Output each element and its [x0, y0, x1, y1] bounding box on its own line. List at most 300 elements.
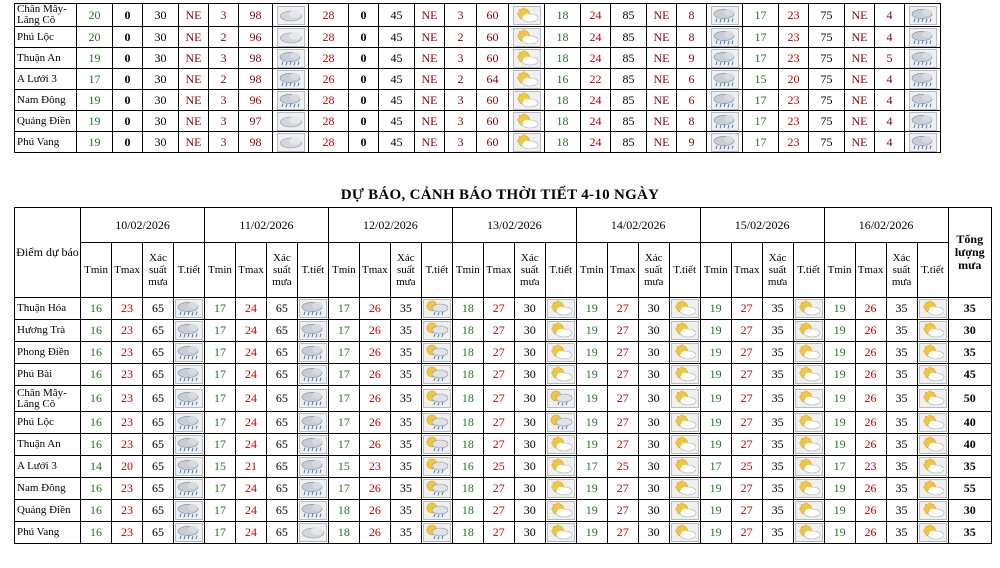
rain-cloud-icon: [299, 479, 327, 498]
weather-cell: [545, 320, 576, 342]
sun-rain-icon: [423, 343, 451, 362]
value-cell: 19: [77, 111, 113, 132]
value-cell: 4: [875, 4, 905, 27]
value-cell: 45: [379, 48, 415, 69]
value-cell: 60: [477, 4, 509, 27]
rain-prob-cell: 35: [762, 386, 793, 412]
sun-cloud-icon: [795, 413, 823, 432]
weather-cell: [793, 298, 824, 320]
sun-cloud-icon: [919, 457, 947, 476]
weather-cell: [905, 111, 941, 132]
sun-cloud-icon: [919, 413, 947, 432]
value-cell: 3: [445, 90, 477, 111]
rain-prob-cell: 35: [390, 456, 421, 478]
tmin-header: Tmin: [576, 243, 607, 298]
weather-cell: [707, 90, 743, 111]
rain-prob-cell: 35: [390, 478, 421, 500]
sub-header-row: [15, 243, 992, 298]
date-header: 11/02/2026: [204, 208, 328, 243]
value-cell: 18: [545, 27, 581, 48]
tmin-cell: 19: [576, 364, 607, 386]
tmax-cell: 27: [483, 386, 514, 412]
value-cell: 28: [309, 48, 349, 69]
value-cell: NE: [647, 132, 677, 153]
weather-header: T.tiết: [173, 243, 204, 298]
tmax-cell: 27: [731, 478, 762, 500]
value-cell: 0: [349, 69, 379, 90]
tmin-cell: 17: [204, 412, 235, 434]
tmax-cell: 27: [483, 298, 514, 320]
tmin-cell: 19: [576, 434, 607, 456]
tmin-cell: 17: [204, 434, 235, 456]
rain-total-cell: 35: [948, 298, 991, 320]
value-cell: NE: [415, 27, 445, 48]
tmax-cell: 27: [483, 434, 514, 456]
sun-cloud-icon: [671, 343, 699, 362]
rain-cloud-icon: [909, 6, 937, 25]
value-cell: 0: [113, 132, 143, 153]
value-cell: 60: [477, 90, 509, 111]
tmax-cell: 27: [731, 298, 762, 320]
value-cell: NE: [179, 132, 209, 153]
tmin-cell: 17: [824, 456, 855, 478]
value-cell: 30: [143, 111, 179, 132]
tmin-cell: 19: [576, 500, 607, 522]
top-table-row: [15, 90, 941, 111]
sun-cloud-icon: [671, 435, 699, 454]
tmax-cell: 27: [731, 342, 762, 364]
sun-cloud-icon: [547, 435, 575, 454]
value-cell: 20: [77, 4, 113, 27]
sun-cloud-icon: [671, 389, 699, 408]
tmax-cell: 20: [112, 456, 143, 478]
date-header: 12/02/2026: [328, 208, 452, 243]
value-cell: NE: [415, 90, 445, 111]
value-cell: 6: [677, 90, 707, 111]
rain-prob-header: Xác suất mưa: [266, 243, 297, 298]
rain-cloud-icon: [299, 501, 327, 520]
value-cell: 4: [875, 27, 905, 48]
rain-cloud-icon: [175, 501, 203, 520]
rain-cloud-icon: [299, 321, 327, 340]
tmax-cell: 23: [112, 434, 143, 456]
weather-cell: [297, 364, 328, 386]
rain-prob-header: Xác suất mưa: [638, 243, 669, 298]
rain-prob-cell: 35: [390, 500, 421, 522]
rain-total-cell: 50: [948, 386, 991, 412]
value-cell: 28: [309, 132, 349, 153]
location-name: A Lưới 3: [15, 69, 77, 90]
value-cell: 85: [611, 4, 647, 27]
weather-cell: [793, 364, 824, 386]
weather-cell: [793, 434, 824, 456]
value-cell: 60: [477, 111, 509, 132]
tmax-cell: 27: [607, 522, 638, 544]
tmax-cell: 26: [855, 412, 886, 434]
value-cell: 9: [677, 132, 707, 153]
tmin-cell: 19: [576, 386, 607, 412]
value-cell: 20: [779, 69, 809, 90]
rain-prob-cell: 30: [638, 478, 669, 500]
value-cell: 3: [209, 48, 239, 69]
value-cell: 0: [113, 111, 143, 132]
tmin-header: Tmin: [700, 243, 731, 298]
tmax-cell: 23: [112, 320, 143, 342]
weather-cell: [273, 27, 309, 48]
rain-prob-cell: 30: [514, 298, 545, 320]
weather-cell: [545, 522, 576, 544]
tmin-cell: 19: [576, 412, 607, 434]
rain-prob-cell: 30: [638, 522, 669, 544]
value-cell: NE: [647, 4, 677, 27]
tmax-cell: 26: [359, 478, 390, 500]
tmin-header: Tmin: [328, 243, 359, 298]
rain-prob-cell: 35: [886, 456, 917, 478]
rain-cloud-icon: [277, 91, 305, 110]
weather-cell: [173, 364, 204, 386]
tmax-header: Tmax: [235, 243, 266, 298]
value-cell: 85: [611, 69, 647, 90]
tmin-cell: 18: [452, 320, 483, 342]
rain-cloud-icon: [909, 28, 937, 47]
tmax-cell: 25: [607, 456, 638, 478]
rain-prob-cell: 35: [886, 522, 917, 544]
tmax-header: Tmax: [359, 243, 390, 298]
rain-cloud-icon: [299, 435, 327, 454]
tmax-cell: 26: [855, 386, 886, 412]
location-name: Thuận An: [15, 434, 81, 456]
tmin-cell: 17: [328, 434, 359, 456]
value-cell: 30: [143, 90, 179, 111]
rain-cloud-icon: [711, 6, 739, 25]
weather-cell: [905, 4, 941, 27]
value-cell: 75: [809, 27, 845, 48]
rain-total-cell: 40: [948, 434, 991, 456]
value-cell: 19: [77, 132, 113, 153]
sun-cloud-icon: [795, 479, 823, 498]
value-cell: 0: [113, 69, 143, 90]
sun-cloud-icon: [513, 91, 541, 110]
value-cell: 24: [581, 27, 611, 48]
weather-cell: [669, 478, 700, 500]
rain-prob-cell: 35: [390, 298, 421, 320]
date-header: 16/02/2026: [824, 208, 948, 243]
top-table-row: [15, 132, 941, 153]
value-cell: 98: [239, 4, 273, 27]
weather-cell: [669, 456, 700, 478]
rain-cloud-icon: [175, 365, 203, 384]
tmin-cell: 17: [204, 522, 235, 544]
forecast-row: [15, 320, 992, 342]
rain-prob-cell: 35: [390, 386, 421, 412]
weather-cell: [917, 364, 948, 386]
tmax-cell: 27: [731, 386, 762, 412]
forecast-row: [15, 364, 992, 386]
value-cell: NE: [845, 48, 875, 69]
tmin-cell: 17: [328, 412, 359, 434]
tmax-cell: 21: [235, 456, 266, 478]
rain-prob-cell: 35: [390, 522, 421, 544]
value-cell: 45: [379, 132, 415, 153]
weather-cell: [297, 478, 328, 500]
value-cell: NE: [415, 4, 445, 27]
tmin-cell: 17: [328, 386, 359, 412]
weather-cell: [173, 342, 204, 364]
value-cell: 17: [743, 111, 779, 132]
tmax-cell: 24: [235, 412, 266, 434]
value-cell: 3: [209, 132, 239, 153]
weather-cell: [421, 342, 452, 364]
sun-cloud-icon: [547, 321, 575, 340]
value-cell: 28: [309, 90, 349, 111]
rain-cloud-icon: [711, 70, 739, 89]
rain-prob-cell: 65: [266, 364, 297, 386]
rain-prob-cell: 65: [266, 412, 297, 434]
rain-total-cell: 30: [948, 500, 991, 522]
tmin-cell: 19: [824, 478, 855, 500]
rain-total-cell: 45: [948, 364, 991, 386]
sun-cloud-icon: [547, 299, 575, 318]
tmin-cell: 17: [328, 364, 359, 386]
rain-cloud-icon: [175, 299, 203, 318]
value-cell: 5: [875, 48, 905, 69]
value-cell: 2: [209, 27, 239, 48]
tmax-cell: 25: [483, 456, 514, 478]
value-cell: 3: [445, 111, 477, 132]
value-cell: 18: [545, 90, 581, 111]
tmax-cell: 24: [235, 386, 266, 412]
rain-prob-cell: 65: [266, 522, 297, 544]
weather-cell: [707, 4, 743, 27]
tmax-cell: 24: [235, 478, 266, 500]
top-table-row: [15, 4, 941, 27]
tmin-cell: 16: [81, 434, 112, 456]
tmin-cell: 17: [328, 342, 359, 364]
value-cell: 45: [379, 27, 415, 48]
weather-cell: [793, 478, 824, 500]
value-cell: NE: [647, 111, 677, 132]
weather-cell: [917, 434, 948, 456]
value-cell: 4: [875, 69, 905, 90]
rain-prob-cell: 65: [266, 456, 297, 478]
tmax-cell: 27: [731, 434, 762, 456]
tmax-cell: 27: [483, 412, 514, 434]
value-cell: NE: [845, 90, 875, 111]
tmin-cell: 17: [204, 386, 235, 412]
value-cell: 64: [477, 69, 509, 90]
cloud-icon: [277, 28, 305, 47]
tmax-cell: 27: [731, 522, 762, 544]
rain-prob-cell: 30: [638, 364, 669, 386]
tmin-header: Tmin: [452, 243, 483, 298]
tmax-cell: 24: [235, 298, 266, 320]
rain-prob-header: Xác suất mưa: [514, 243, 545, 298]
tmin-cell: 18: [452, 478, 483, 500]
weather-cell: [669, 320, 700, 342]
weather-cell: [421, 386, 452, 412]
forecast-row: [15, 434, 992, 456]
rain-prob-cell: 30: [514, 364, 545, 386]
tmin-cell: 19: [576, 478, 607, 500]
value-cell: NE: [647, 90, 677, 111]
value-cell: NE: [647, 69, 677, 90]
tmax-cell: 23: [112, 478, 143, 500]
weather-cell: [917, 500, 948, 522]
tmax-cell: 23: [855, 456, 886, 478]
sun-cloud-icon: [513, 49, 541, 68]
tmin-cell: 17: [204, 342, 235, 364]
rain-prob-cell: 65: [143, 412, 174, 434]
rain-prob-cell: 30: [514, 386, 545, 412]
sun-cloud-icon: [547, 457, 575, 476]
forecast-title: DỰ BÁO, CẢNH BÁO THỜI TIẾT 4-10 NGÀY: [340, 187, 660, 203]
weather-cell: [669, 386, 700, 412]
tmin-cell: 16: [81, 298, 112, 320]
tmax-cell: 26: [855, 522, 886, 544]
value-cell: 23: [779, 132, 809, 153]
value-cell: 98: [239, 69, 273, 90]
value-cell: 30: [143, 48, 179, 69]
weather-cell: [669, 364, 700, 386]
sun-cloud-icon: [547, 501, 575, 520]
tmax-header: Tmax: [483, 243, 514, 298]
tmax-cell: 24: [235, 500, 266, 522]
rain-prob-cell: 30: [514, 522, 545, 544]
tmin-cell: 18: [328, 522, 359, 544]
tmin-cell: 16: [81, 412, 112, 434]
weather-cell: [669, 500, 700, 522]
location-name: Chân Mây-Lăng Cô: [15, 386, 81, 412]
tmax-cell: 26: [359, 500, 390, 522]
tmax-cell: 26: [855, 364, 886, 386]
weather-cell: [905, 90, 941, 111]
rain-prob-cell: 30: [638, 342, 669, 364]
tmin-cell: 18: [452, 500, 483, 522]
rain-prob-cell: 65: [266, 320, 297, 342]
location-name: A Lưới 3: [15, 456, 81, 478]
tmax-cell: 24: [235, 522, 266, 544]
rain-prob-header: Xác suất mưa: [762, 243, 793, 298]
value-cell: 23: [779, 48, 809, 69]
weather-cell: [917, 320, 948, 342]
weather-cell: [707, 69, 743, 90]
value-cell: 3: [445, 4, 477, 27]
rain-prob-cell: 30: [638, 412, 669, 434]
tmax-cell: 27: [731, 364, 762, 386]
weather-cell: [173, 456, 204, 478]
rain-prob-cell: 30: [514, 320, 545, 342]
weather-cell: [669, 412, 700, 434]
value-cell: 85: [611, 27, 647, 48]
value-cell: 3: [209, 90, 239, 111]
value-cell: 45: [379, 4, 415, 27]
rain-prob-cell: 30: [514, 500, 545, 522]
value-cell: 17: [743, 4, 779, 27]
sun-rain-icon: [423, 435, 451, 454]
value-cell: 17: [743, 27, 779, 48]
sun-cloud-icon: [671, 365, 699, 384]
value-cell: 85: [611, 132, 647, 153]
value-cell: 23: [779, 27, 809, 48]
tmax-cell: 23: [112, 500, 143, 522]
date-header: 10/02/2026: [81, 208, 205, 243]
tmax-cell: 27: [607, 298, 638, 320]
value-cell: NE: [647, 27, 677, 48]
value-cell: 30: [143, 132, 179, 153]
rain-prob-cell: 65: [143, 342, 174, 364]
weather-cell: [297, 386, 328, 412]
value-cell: 19: [77, 90, 113, 111]
weather-cell: [545, 434, 576, 456]
cloud-icon: [299, 523, 327, 542]
rain-prob-header: Xác suất mưa: [886, 243, 917, 298]
rain-prob-cell: 35: [886, 298, 917, 320]
rain-prob-cell: 65: [266, 386, 297, 412]
rain-prob-cell: 65: [266, 478, 297, 500]
weather-cell: [707, 111, 743, 132]
value-cell: 28: [309, 27, 349, 48]
rain-cloud-icon: [299, 365, 327, 384]
sun-cloud-icon: [513, 28, 541, 47]
top-table-row: [15, 48, 941, 69]
value-cell: 18: [545, 4, 581, 27]
value-cell: NE: [179, 69, 209, 90]
weather-cell: [545, 500, 576, 522]
tmax-cell: 27: [483, 320, 514, 342]
tmax-cell: 24: [235, 434, 266, 456]
sun-cloud-icon: [795, 501, 823, 520]
value-cell: NE: [179, 90, 209, 111]
value-cell: 17: [743, 132, 779, 153]
value-cell: 75: [809, 69, 845, 90]
weather-cell: [545, 456, 576, 478]
sun-cloud-icon: [513, 70, 541, 89]
rain-prob-cell: 35: [886, 320, 917, 342]
rain-prob-cell: 35: [390, 434, 421, 456]
tmin-cell: 19: [824, 320, 855, 342]
forecast-row: [15, 298, 992, 320]
rain-cloud-icon: [909, 133, 937, 152]
tmin-cell: 19: [824, 342, 855, 364]
value-cell: 45: [379, 111, 415, 132]
location-name: Thuận Hóa: [15, 298, 81, 320]
value-cell: NE: [179, 111, 209, 132]
tmax-cell: 27: [607, 434, 638, 456]
sun-cloud-icon: [795, 299, 823, 318]
location-name: Thuận An: [15, 48, 77, 69]
value-cell: 26: [309, 69, 349, 90]
weather-cell: [917, 478, 948, 500]
value-cell: 85: [611, 48, 647, 69]
rain-prob-cell: 35: [762, 456, 793, 478]
tmin-cell: 18: [452, 342, 483, 364]
value-cell: NE: [179, 4, 209, 27]
tmin-cell: 19: [824, 500, 855, 522]
weather-cell: [273, 90, 309, 111]
rain-prob-cell: 30: [638, 298, 669, 320]
date-header: 14/02/2026: [576, 208, 700, 243]
rain-prob-cell: 65: [143, 456, 174, 478]
weather-cell: [669, 522, 700, 544]
tmin-cell: 19: [576, 342, 607, 364]
sun-cloud-icon: [671, 479, 699, 498]
tmax-cell: 26: [359, 298, 390, 320]
rain-prob-cell: 30: [638, 386, 669, 412]
tmin-cell: 15: [204, 456, 235, 478]
rain-cloud-icon: [175, 321, 203, 340]
rain-prob-cell: 35: [390, 320, 421, 342]
tmax-cell: 26: [855, 500, 886, 522]
